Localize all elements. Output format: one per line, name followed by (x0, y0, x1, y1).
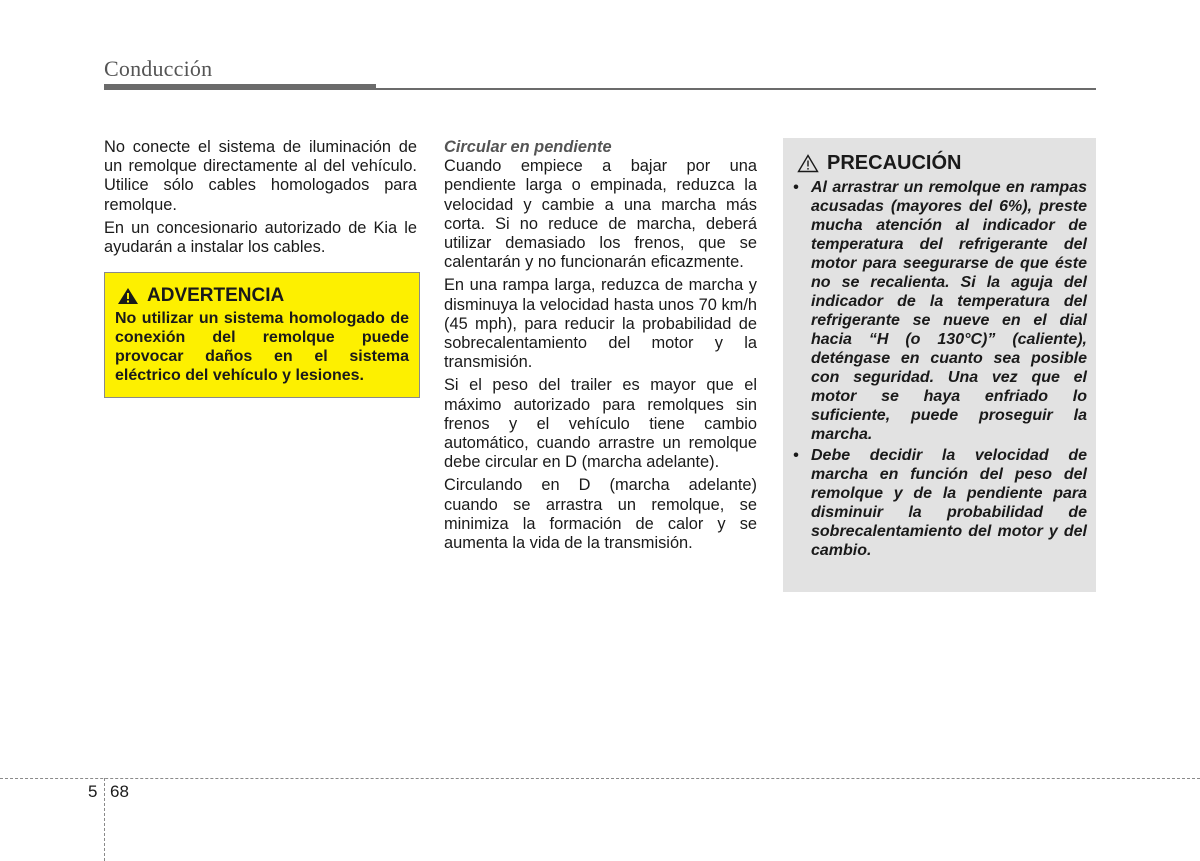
footer-vertical-divider (104, 778, 105, 861)
paragraph: Circulando en D (marcha adelante) cuando se arrastra un remolque, se minimiza la formación de calor y se aumenta la vida de la transmisión. (444, 476, 757, 553)
paragraph: En un concesionario autorizado de Kia le ayudarán a instalar los cables. (104, 218, 417, 257)
caution-list (793, 178, 1087, 562)
warning-heading (117, 285, 409, 307)
chapter-number: 5 (88, 782, 98, 801)
bullet: • (793, 179, 799, 196)
caution-item-text: Al arrastrar un remolque en rampas acusadas (mayores del 6%), preste mucha atención al indicador de temperatura del refrigerante del motor para seegurarse de que éste no se recalienta. Si la aguja del indicador de la temperatura del refrigerante se nueve en el dial hacia “H (o 130°C)” (caliente), deténgase en cuanto sea posible con seguridad. Una vez que el motor se haya enfriado lo suficiente, puede proseguir la marcha. (811, 179, 1087, 443)
warning-box (104, 272, 420, 398)
footer-divider (0, 778, 1200, 779)
paragraph: Si el peso del trailer es mayor que el máximo autorizado para remolques sin frenos y el vehículo tiene cambio automático, cuando arrastre un remolque debe circular en D (marcha adelante). (444, 376, 757, 472)
list-item (793, 446, 1087, 560)
section-title: Conducción (104, 56, 213, 81)
subheading: Circular en pendiente (444, 138, 612, 156)
caution-item-text: Debe decidir la velocidad de marcha en función del peso del remolque y de la pendiente para disminuir la probabilidad de sobrecalentamiento del motor y del cambio. (811, 447, 1087, 559)
page-number: 68 (110, 782, 129, 801)
header-rule-thick (104, 84, 376, 90)
warning-title: ADVERTENCIA (147, 285, 285, 306)
caution-heading (797, 152, 961, 175)
paragraph: Cuando empiece a bajar por una pendiente larga o empinada, reduzca la velocidad y cambie a una marcha más corta. Si no reduce de marcha, deberá utilizar demasiado los frenos, que se calentarán y no funcionarán eficazmente. (444, 157, 757, 272)
list-item (793, 178, 1087, 444)
header-rule-thin (376, 88, 1096, 90)
warning-triangle-icon (117, 287, 139, 305)
bullet: • (793, 447, 799, 464)
warning-body: No utilizar un sistema homologado de conexión del remolque puede provocar daños en el sistema eléctrico del vehículo y lesiones. (115, 310, 409, 384)
paragraph: No conecte el sistema de iluminación de un remolque directamente al del vehículo. Utilice sólo cables homologados para remolque. (104, 138, 417, 214)
caution-box (783, 138, 1096, 592)
caution-triangle-icon (797, 154, 819, 173)
caution-title: PRECAUCIÓN (827, 152, 962, 174)
left-column (104, 138, 417, 261)
paragraph: En una rampa larga, reduzca de marcha y disminuya la velocidad hasta unos 70 km/h (45 mph), para reducir la probabilidad de sobrecalentamiento del motor y la transmisión. (444, 276, 757, 372)
middle-column (444, 138, 757, 557)
